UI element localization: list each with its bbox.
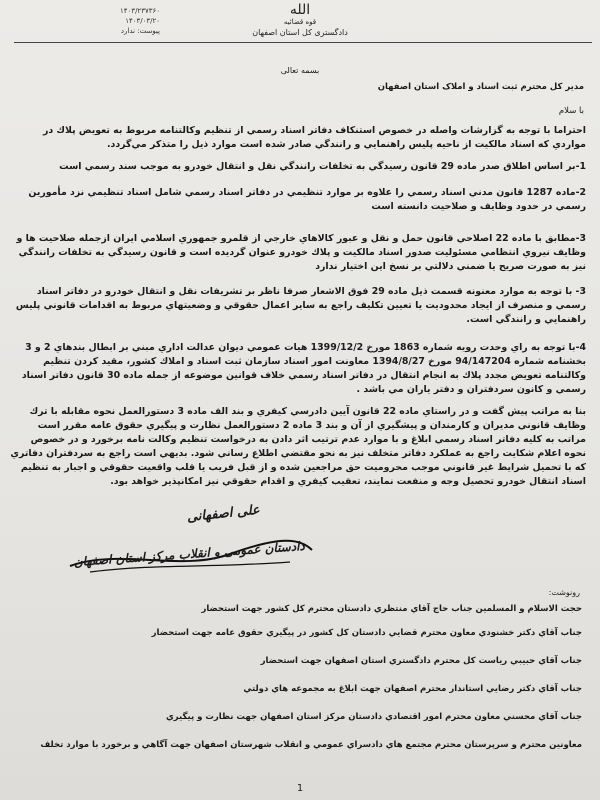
- letter-number: ۱۴۰۳/۲۳۷۳۶۰: [120, 7, 160, 15]
- signatory-name: علی اصفهانی: [186, 502, 261, 526]
- cc-line: حجت الاسلام و المسلمين جناب حاج آقاي منتظري دادستان محترم كل كشور جهت استحضار: [201, 604, 582, 614]
- paragraph-3b: 3- با توجه به موارد معنونه قسمت ذيل ماده 29 فوق الاشعار صرفا ناظر بر تشريفات نقل و انتقال خودرو در دفاتر اسناد رسمي و منصرف از ايجاد محدوديت يا تعيين تكليف راجع به ساير اعمال حقوقي و وضعيتهاي مربوط به اقدامات قانوني پليس راهنمايي و رانندگي است.: [15, 286, 586, 325]
- signatory-title: دادستان عمومی و انقلاب مرکز استان اصفهان: [73, 538, 306, 570]
- emblem-icon: الله: [289, 2, 311, 18]
- cc-line: جناب آقاي محسني معاون محترم امور اقتصادي دادستان مركز استان اصفهان جهت نظارت و پيگيري: [165, 712, 582, 722]
- greeting: با سلام: [558, 106, 584, 116]
- cc-line: معاونين محترم و سرپرستان محترم مجتمع هاي دادسراي عمومي و انقلاب شهرستان اصفهان جهت آگاهي و برخورد با موارد تخلف: [40, 740, 582, 750]
- letter-attachment: پیوست: ندارد: [120, 27, 160, 35]
- paragraph-4: 4-با توجه به راي وحدت رويه شماره 1863 مورخ 1399/12/2 هيات عمومي ديوان عدالت اداري مبني بر ابطال بندهاي 2 و 3 بخشنامه شماره 94/147204 مورخ 1394/8/27 معاونت امور اسناد سازمان ثبت اسناد و املاك كشور، مقيد كردن تنظيم وكالتنامه تعويض مجدد پلاك به انجام انتقال در دفاتر اسناد رسمي خلاف قوانين موضوعه از جمله ماده 30 قانون دفاتر اسناد رسمي و كانون سردفتران و دفتر ياران مي باشد .: [21, 342, 586, 395]
- bismillah: بسمه تعالی: [280, 66, 320, 75]
- intro-paragraph: احتراما با توجه به گزارشات واصله در خصوص استنکاف دفاتر اسناد رسمي از تنظيم وكالتنامه مربوط به تعويض پلاك در مواردي كه اسناد مالكيت از ناحيه پليس راهنمايي و رانندگي صادر شده است موارد ذيل را متذكر مي‌گردد.: [42, 125, 586, 150]
- organization-name: دادگستری کل استان اصفهان: [252, 28, 348, 37]
- cc-line: جناب آقاي دكتر رضايي استاندار محترم اصفهان جهت ابلاغ به مجموعه هاي دولتي: [243, 684, 582, 694]
- cc-line: جناب آقاي حبيبي رياست كل محترم دادگستري استان اصفهان جهت استحضار: [260, 656, 582, 666]
- page-number: 1: [296, 783, 304, 794]
- paragraph-2: 2-ماده 1287 قانون مدني اسناد رسمي را علاوه بر موارد تنظيمي در دفاتر اسناد رسمي شامل اسناد تنظيمي نزد مأمورين رسمي در حدود وظايف و صلاحيت دانسته است: [28, 187, 586, 212]
- letter-date: ۱۴۰۳/۰۳/۲۰: [125, 17, 160, 25]
- paragraph-1: 1-بر اساس اطلاق صدر ماده 29 قانون رسيدگي به تخلفات رانندگي نقل و انتقال خودرو به موجب سند رسمي است: [59, 161, 586, 172]
- cc-heading: رونوشت:: [548, 588, 580, 597]
- conclusion-paragraph: بنا به مراتب پيش گفت و در راستاي ماده 22 قانون آيين دادرسي كيفري و بند الف ماده 3 دستورالعمل نحوه مقابله با ترك وظايف قانوني مديران و كارمندان و پيشگيري از آن و بند 3 ماده 2 دستورالعمل نظارت و پيگيري حقوق عامه مقرر است مراتب به كليه دفاتر اسناد رسمي ابلاغ و با موارد عدم ترتيب اثر دادن به درخواست تنظيم وكالت نامه برخورد و در خصوص نحوه اعلام شكايت راجع به عملكرد دفاتر متخلف نيز به نحو مقتضي اطلاع رساني شود. بديهي است راجع به سردفتران دفاتري كه با تحميل شرايط غير قانوني موجب محروميت حق مراجعين شده و از قبل فريب يا قلب واقعيت حقوقي و اجبار به تنظيم اسناد انتقال خودرو تحصيل وجه و منفعت نمايند، تعقيب كيفري و اقدام حقوقي نيز امكانپذير خواهد بود.: [10, 406, 586, 487]
- cc-line: جناب آقاي دكتر خشنودي معاون محترم قضايي دادستان كل كشور در پيگيري حقوق عامه جهت استحضار: [151, 628, 582, 638]
- paragraph-3: 3-مطابق با ماده 22 اصلاحي قانون حمل و نقل و عبور كالاهاي خارجي از قلمرو جمهوري اسلامي ايران ازجمله صلاحيت ها و وظايف نيروي انتظامي مسئوليت صدور اسناد مالكيت و پلاك خودرو عنوان گرديده است و قانون رسيدگي به تخلفات رانندگي نيز به صورت صريح يا ضمني دلالتي بر نسخ اين اختيار ندارد: [16, 233, 586, 272]
- letter-reference-block: [10, 6, 160, 36]
- emblem-caption: قوه قضائیه: [283, 18, 317, 26]
- header-divider: [14, 42, 592, 43]
- addressee: مدیر کل محترم ثبت اسناد و املاک استان اصفهان: [377, 82, 584, 92]
